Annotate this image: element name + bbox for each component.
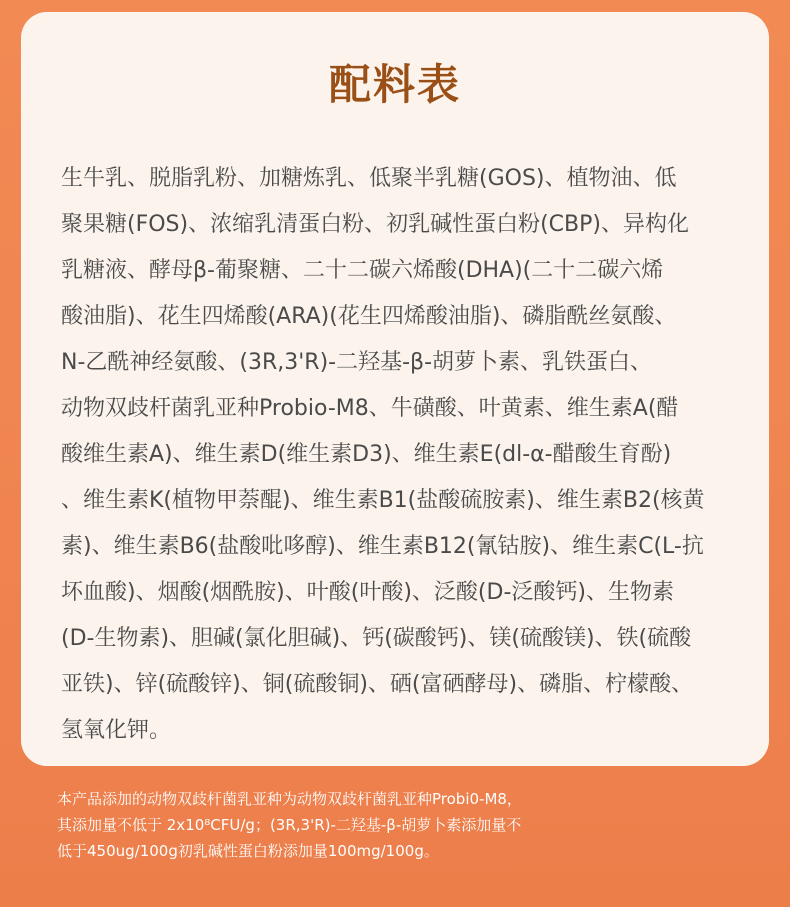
footnote-line: 低于450ug/100g初乳碱性蛋白粉添加量100mg/100g。 (57, 842, 439, 860)
ingredients-line: (D-生物素)、胆碱(氯化胆碱)、钙(碳酸钙)、镁(硫酸镁)、铁(硫酸 (61, 626, 692, 651)
ingredients-line: 动物双歧杆菌乳亚种Probio-M8、牛磺酸、叶黄素、维生素A(醋 (61, 396, 679, 421)
ingredients-line: 氢氧化钾。 (61, 718, 172, 743)
ingredients-line: 生牛乳、脱脂乳粉、加糖炼乳、低聚半乳糖(GOS)、植物油、低 (61, 166, 677, 191)
ingredients-card (21, 12, 769, 766)
ingredients-line: 聚果糖(FOS)、浓缩乳清蛋白粉、初乳碱性蛋白粉(CBP)、异构化 (61, 212, 689, 237)
ingredients-text (61, 156, 751, 754)
ingredients-line: 、维生素K(植物甲萘醌)、维生素B1(盐酸硫胺素)、维生素B2(核黄 (61, 488, 705, 513)
page-title: 配料表 (328, 60, 461, 109)
ingredients-line: 乳糖液、酵母β-葡聚糖、二十二碳六烯酸(DHA)(二十二碳六烯 (61, 258, 664, 283)
ingredients-line: N-乙酰神经氨酸、(3R,3'R)-二羟基-β-胡萝卜素、乳铁蛋白、 (61, 350, 653, 375)
ingredients-line: 素)、维生素B6(盐酸吡哆醇)、维生素B12(氰钴胺)、维生素C(L-抗 (61, 534, 704, 559)
footnote-line: 本产品添加的动物双歧杆菌乳亚种为动物双歧杆菌乳亚种Probi0-M8， (57, 790, 522, 808)
footnote-line: 其添加量不低于 2x10⁸CFU/g；(3R,3'R)-二羟基-β-胡萝卜素添加量不 (57, 816, 522, 834)
ingredients-line: 坏血酸)、烟酸(烟酰胺)、叶酸(叶酸)、泛酸(D-泛酸钙)、生物素 (61, 580, 674, 605)
ingredients-line: 酸油脂)、花生四烯酸(ARA)(花生四烯酸油脂)、磷脂酰丝氨酸、 (61, 304, 677, 329)
ingredients-line: 酸维生素A)、维生素D(维生素D3)、维生素E(dl-α-醋酸生育酚) (61, 442, 672, 467)
ingredients-line: 亚铁)、锌(硫酸锌)、铜(硫酸铜)、硒(富硒酵母)、磷脂、柠檬酸、 (61, 672, 694, 697)
footnote (57, 786, 757, 864)
